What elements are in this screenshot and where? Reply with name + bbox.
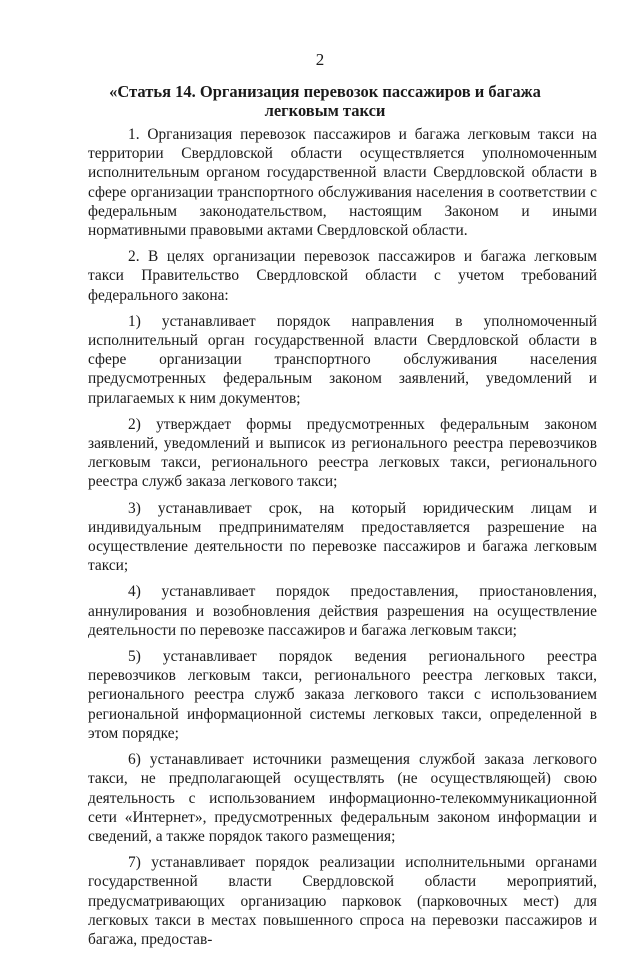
page-number: 2: [315, 50, 325, 69]
list-item-7: 7) устанавливает порядок реализации исполнительными органами государственной власти Свердловской области мероприятий, предусматривающих организацию парковок (парковочных мест) для легковых такси в местах повышенного спроса на перевозки пассажиров и багажа, предостав-: [88, 854, 597, 948]
article-body: [88, 125, 597, 956]
list-item-5: 5) устанавливает порядок ведения регионального реестра перевозчиков легковым такси, регионального реестра легковых такси, регионального реестра служб заказа легкового такси с использованием региональной информационной системы легковых такси, определенной в этом порядке;: [88, 648, 597, 742]
list-item-3: 3) устанавливает срок, на который юридическим лицам и индивидуальным предпринимателям предоставляется разрешение на осуществление деятельности по перевозке пассажиров и багажа легковым такси;: [88, 499, 597, 575]
list-item-4: 4) устанавливает порядок предоставления, приостановления, аннулирования и возобновления действия разрешения на осуществление деятельности по перевозке пассажиров и багажа легковым такси;: [88, 583, 597, 639]
paragraph-2: 2. В целях организации перевозок пассажиров и багажа легковым такси Правительство Свердловской области с учетом требований федерального закона:: [88, 248, 597, 304]
list-item-1: 1) устанавливает порядок направления в уполномоченный исполнительный орган государственной власти Свердловской области в сфере организации транспортного обслуживания населения предусмотренных федеральным законом заявлений, уведомлений и прилагаемых к ним документов;: [88, 312, 597, 407]
paragraph-1: 1. Организация перевозок пассажиров и багажа легковым такси на территории Свердловской области осуществляется уполномоченным исполнительным органом государственной власти Свердловской области в сфере организации транспортного обслуживания населения в соответствии с федеральным законодательством, настоящим Законом и иными нормативными правовыми актами Свердловской области.: [88, 126, 597, 240]
article-title: «Статья 14. Организация перевозок пассажиров и багажа легковым такси: [109, 82, 541, 120]
list-item-2: 2) утверждает формы предусмотренных федеральным законом заявлений, уведомлений и выписок из регионального реестра перевозчиков легковым такси, регионального реестра легковых такси, регионального реестра служб заказа легкового такси;: [88, 415, 597, 491]
list-item-6: 6) устанавливает источники размещения службой заказа легкового такси, не предполагающей осуществлять (не осуществляющей) свою деятельность с использованием информационно-телекоммуникационной сети «Интернет», предусмотренных федеральным законом информации и сведений, а также порядок такого размещения;: [88, 751, 597, 845]
